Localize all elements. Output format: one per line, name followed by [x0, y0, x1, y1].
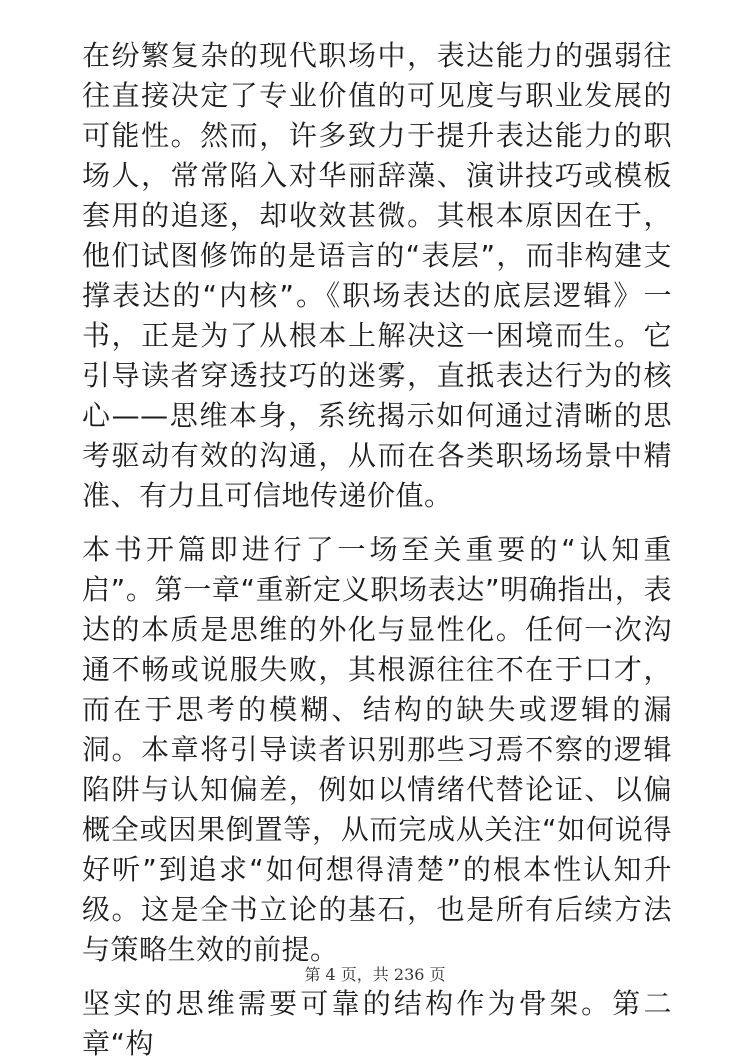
page-number-footer: 第 4 页，共 236 页 [304, 965, 446, 984]
body-paragraph-2: 本书开篇即进行了一场至关重要的“认知重启”。第一章“重新定义职场表达”明确指出，表达的本质是思维的外化与显性化。任何一次沟通不畅或说服失败，其根源往往不在于口才，而在于思考的模糊、结构的缺失或逻辑的漏洞。本章将引导读者识别那些习焉不察的逻辑陷阱与认知偏差，例如以情绪代替论证、以偏概全或因果倒置等，从而完成从关注“如何说得好听”到追求“如何想得清楚”的根本性认知升级。这是全书立论的基石，也是所有后续方法与策略生效的前提。 [82, 533, 672, 966]
document-page [82, 36, 672, 1064]
body-paragraph-1: 在纷繁复杂的现代职场中，表达能力的强弱往往直接决定了专业价值的可见度与职业发展的可能性。然而，许多致力于提升表达能力的职场人，常常陷入对华丽辞藻、演讲技巧或模板套用的追逐，却收效甚微。其根本原因在于，他们试图修饰的是语言的“表层”，而非构建支撑表达的“内核”。《职场表达的底层逻辑》一书，正是为了从根本上解决这一困境而生。它引导读者穿透技巧的迷雾，直抵表达行为的核心——思维本身，系统揭示如何通过清晰的思考驱动有效的沟通，从而在各类职场场景中精准、有力且可信地传递价值。 [82, 39, 672, 512]
body-paragraph-3: 坚实的思维需要可靠的结构作为骨架。第二章“构 [82, 987, 672, 1060]
